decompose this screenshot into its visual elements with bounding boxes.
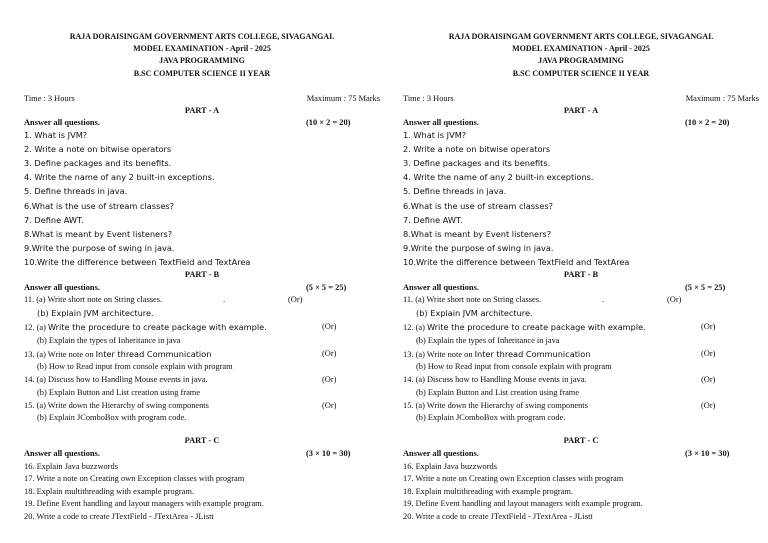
- question-13a: [403, 350, 590, 359]
- question-15a: 15. (a) Write down the Hierarchy of swing components: [24, 401, 209, 410]
- question-paper-left: [24, 0, 380, 543]
- question-item: 5. Define threads in java.: [24, 186, 128, 196]
- or-label: (Or): [322, 349, 337, 358]
- question-14a: 14. (a) Discuss how to Handling Mouse events in java.: [403, 375, 587, 384]
- question-item: 3. Define packages and its benefits.: [403, 158, 551, 168]
- question-13a-text: Inter thread Communication: [474, 349, 591, 359]
- question-11a: 11. (a) Write short note on String classes.: [24, 295, 163, 304]
- question-12b: (b) Explain the types of Inheritance in java: [37, 336, 181, 345]
- dot-mark: .: [602, 295, 605, 304]
- or-label: (Or): [701, 322, 716, 331]
- part-a-title: PART - A: [184, 106, 220, 115]
- or-label: (Or): [288, 295, 303, 304]
- time-label: Time : 3 Hours: [403, 94, 454, 103]
- time-label: Time : 3 Hours: [24, 94, 75, 103]
- part-c-marks: (3 × 10 = 30): [685, 449, 730, 458]
- question-item: 10.Write the difference between TextField and TextArea: [403, 257, 630, 267]
- max-marks-label: Maximum : 75 Marks: [306, 94, 380, 103]
- question-paper-right: [403, 0, 759, 543]
- part-c-instruction: Answer all questions.: [24, 449, 100, 458]
- question-13b: (b) How to Read input from console explain with program: [37, 362, 233, 371]
- question-13a-prefix: 13. (a) Write note on: [24, 350, 96, 359]
- question-item: 1. What is JVM?: [24, 130, 88, 140]
- part-b-instruction: Answer all questions.: [403, 283, 479, 292]
- question-12a-number: 12. (a): [24, 323, 48, 332]
- part-c-title: PART - C: [184, 436, 220, 445]
- question-item: 7. Define AWT.: [403, 215, 463, 225]
- part-b-marks: (5 × 5 = 25): [685, 283, 726, 292]
- question-item: 19. Define Event handling and layout managers with example program.: [24, 499, 264, 508]
- question-13b: (b) How to Read input from console explain with program: [416, 362, 612, 371]
- question-15a: 15. (a) Write down the Hierarchy of swing components: [403, 401, 588, 410]
- question-13a-prefix: 13. (a) Write note on: [403, 350, 475, 359]
- question-item: 18. Explain multithreading with example program.: [403, 487, 574, 496]
- question-item: 4. Write the name of any 2 built-in exceptions.: [24, 172, 215, 182]
- question-item: 9.Write the purpose of swing in java.: [24, 243, 175, 253]
- or-label: (Or): [322, 322, 337, 331]
- part-b-instruction: Answer all questions.: [24, 283, 100, 292]
- question-12a-number: 12. (a): [403, 323, 427, 332]
- question-13a: [24, 350, 211, 359]
- question-11b: (b) Explain JVM architecture.: [37, 308, 154, 318]
- exam-title: MODEL EXAMINATION - April - 2025: [512, 44, 650, 53]
- question-12a: [403, 323, 646, 332]
- question-item: 8.What is meant by Event listeners?: [403, 229, 552, 239]
- question-item: 18. Explain multithreading with example program.: [24, 487, 195, 496]
- part-a-marks: (10 × 2 = 20): [685, 118, 730, 127]
- question-item: 10.Write the difference between TextField and TextArea: [24, 257, 251, 267]
- or-label: (Or): [701, 401, 716, 410]
- question-12a-text: Write the procedure to create package with example.: [47, 322, 267, 332]
- question-13a-text: Inter thread Communication: [95, 349, 212, 359]
- question-14b: (b) Explain Button and List creation using frame: [416, 388, 580, 397]
- question-item: 6.What is the use of stream classes?: [24, 201, 174, 211]
- question-item: 3. Define packages and its benefits.: [24, 158, 172, 168]
- max-marks-label: Maximum : 75 Marks: [685, 94, 759, 103]
- question-item: 9.Write the purpose of swing in java.: [403, 243, 554, 253]
- or-label: (Or): [667, 295, 682, 304]
- question-item: 6.What is the use of stream classes?: [403, 201, 553, 211]
- subject-title: JAVA PROGRAMMING: [159, 56, 245, 65]
- part-a-instruction: Answer all questions.: [403, 118, 479, 127]
- part-c-marks: (3 × 10 = 30): [306, 449, 351, 458]
- question-item: 4. Write the name of any 2 built-in exceptions.: [403, 172, 594, 182]
- question-item: 20. Write a code to create JTextField - JTextArea - JListt: [24, 512, 214, 521]
- question-12a-text: Write the procedure to create package with example.: [426, 322, 646, 332]
- part-b-title: PART - B: [184, 270, 220, 279]
- question-12b: (b) Explain the types of Inheritance in java: [416, 336, 560, 345]
- or-label: (Or): [322, 401, 337, 410]
- part-a-marks: (10 × 2 = 20): [306, 118, 351, 127]
- college-name: RAJA DORAISINGAM GOVERNMENT ARTS COLLEGE, SIVAGANGAI.: [448, 32, 714, 41]
- part-c-title: PART - C: [563, 436, 599, 445]
- question-item: 20. Write a code to create JTextField - JTextArea - JListt: [403, 512, 593, 521]
- question-item: 17. Write a note on Creating own Exception classes with program: [403, 474, 624, 483]
- part-b-marks: (5 × 5 = 25): [306, 283, 347, 292]
- exam-title: MODEL EXAMINATION - April - 2025: [133, 44, 271, 53]
- question-item: 8.What is meant by Event listeners?: [24, 229, 173, 239]
- question-15b: (b) Explain JComboBox with program code.: [416, 413, 566, 422]
- question-item: 19. Define Event handling and layout managers with example program.: [403, 499, 643, 508]
- question-11b: (b) Explain JVM architecture.: [416, 308, 533, 318]
- question-item: 2. Write a note on bitwise operators: [403, 144, 551, 154]
- question-item: 16. Explain Java buzzwords: [403, 462, 497, 471]
- question-item: 17. Write a note on Creating own Exception classes with program: [24, 474, 245, 483]
- question-14a: 14. (a) Discuss how to Handling Mouse events in java.: [24, 375, 208, 384]
- question-item: 2. Write a note on bitwise operators: [24, 144, 172, 154]
- question-item: 7. Define AWT.: [24, 215, 84, 225]
- question-item: 5. Define threads in java.: [403, 186, 507, 196]
- question-12a: [24, 323, 267, 332]
- question-item: 16. Explain Java buzzwords: [24, 462, 118, 471]
- dot-mark: .: [223, 295, 226, 304]
- question-11a: 11. (a) Write short note on String classes.: [403, 295, 542, 304]
- part-c-instruction: Answer all questions.: [403, 449, 479, 458]
- course-title: B.SC COMPUTER SCIENCE II YEAR: [512, 69, 650, 78]
- question-14b: (b) Explain Button and List creation using frame: [37, 388, 201, 397]
- question-15b: (b) Explain JComboBox with program code.: [37, 413, 187, 422]
- part-a-instruction: Answer all questions.: [24, 118, 100, 127]
- or-label: (Or): [322, 375, 337, 384]
- part-a-title: PART - A: [563, 106, 599, 115]
- part-b-title: PART - B: [563, 270, 599, 279]
- course-title: B.SC COMPUTER SCIENCE II YEAR: [133, 69, 271, 78]
- or-label: (Or): [701, 375, 716, 384]
- or-label: (Or): [701, 349, 716, 358]
- question-item: 1. What is JVM?: [403, 130, 467, 140]
- college-name: RAJA DORAISINGAM GOVERNMENT ARTS COLLEGE, SIVAGANGAI.: [69, 32, 335, 41]
- subject-title: JAVA PROGRAMMING: [538, 56, 624, 65]
